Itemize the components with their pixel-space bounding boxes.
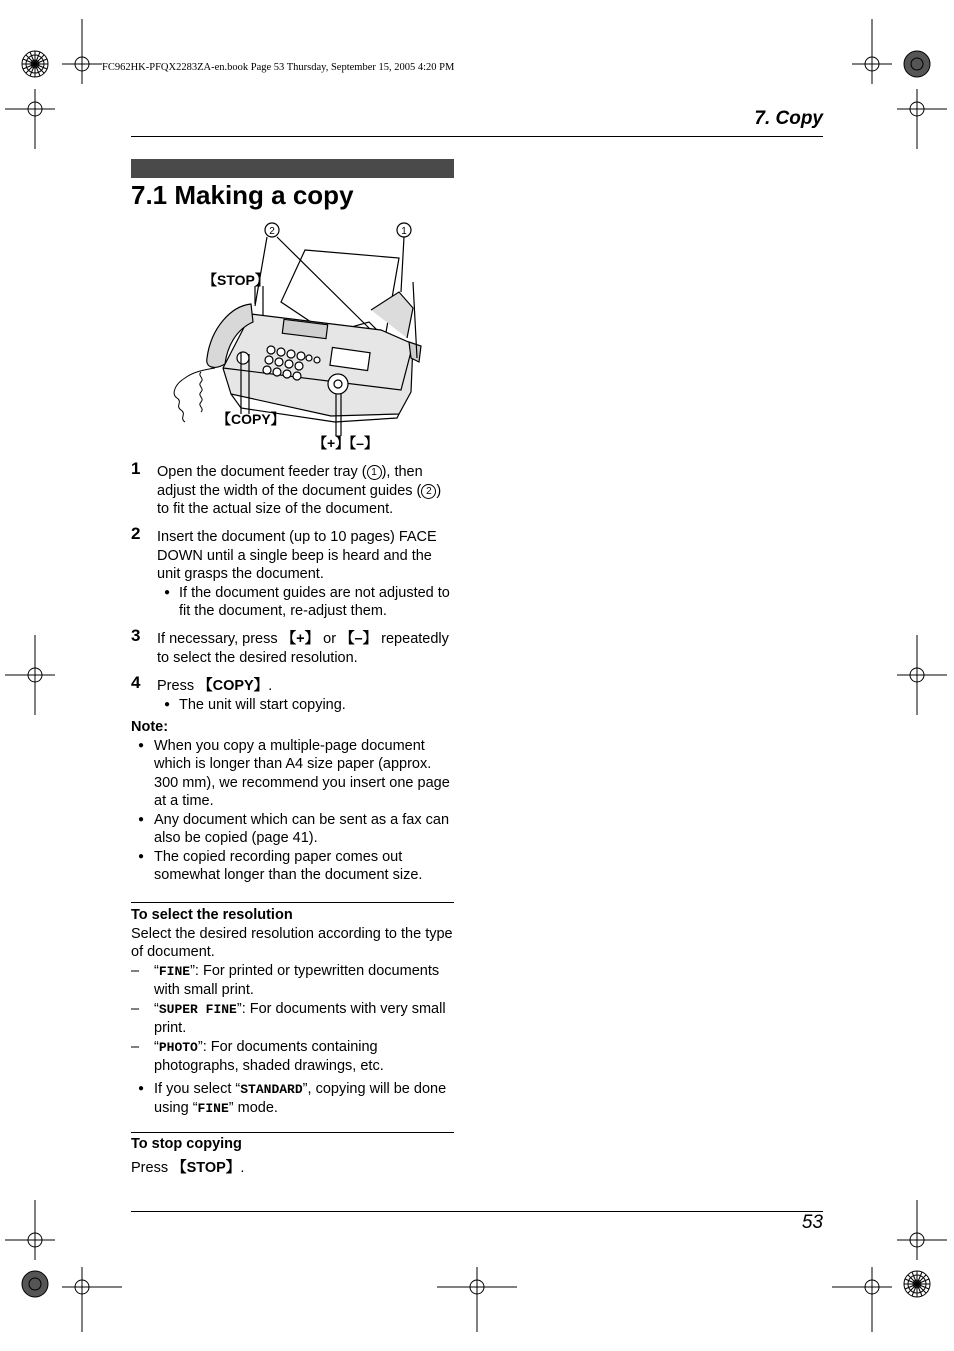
stop-heading: To stop copying [131,1136,242,1152]
crosshair-icon [852,19,892,84]
section-bar [131,159,454,178]
fax-machine-illustration [131,218,455,458]
header-rule [131,136,823,137]
starburst-icon [904,51,930,77]
resolution-mode-fine: – “FINE”: For printed or typewritten documents with small print. [131,962,455,1000]
starburst-icon [22,1271,48,1297]
crosshair-icon [5,89,55,149]
resolution-block [131,906,455,1119]
page-title: 7.1 Making a copy [131,180,354,210]
navigator-button [328,374,348,394]
coiled-cord [174,368,215,422]
minus-key: 【–】 [340,631,378,647]
crosshair-icon [62,1267,122,1332]
callout-2-number: 2 [269,226,275,237]
resolution-mode-photo: – “PHOTO”: For documents containing photographs, shaded drawings, etc. [131,1038,455,1076]
resolution-tip: ● If you select “STANDARD”, copying will be done using “FINE” mode. [131,1080,455,1119]
stop-block: To stop copying Press 【STOP】. [131,1135,455,1177]
file-info: FC962HK-PFQX2283ZA-en.book Page 53 Thursday, September 15, 2005 4:20 PM [102,62,455,73]
section-rule [131,1132,454,1133]
crosshair-icon [832,1267,892,1332]
page-number: 53 [801,1212,823,1233]
step-number: 4 [131,673,141,692]
resolution-intro: Select the desired resolution according to the type of document. [131,925,453,960]
crosshair-icon [897,1200,947,1260]
copy-key: 【COPY】 [198,678,269,694]
note-heading: Note: [131,719,169,735]
step-3: 3 If necessary, press 【+】 or 【–】 repeatedly to select the desired resolution. [131,626,449,666]
note-item: ● When you copy a multiple-page document which is longer than A4 size paper (approx. 300 mm), we recommend you insert one page at a time. [131,737,455,811]
crosshair-icon [5,1200,55,1260]
step-bullet: ● The unit will start copying. [157,696,455,715]
callout-1-marker: 1 [367,465,382,480]
stop-key: 【STOP】 [172,1159,241,1176]
step-bullet: ● If the document guides are not adjusted to fit the document, re-adjust them. [157,584,455,621]
copy-key-label: 【COPY】 [217,411,285,427]
step-1: 1 Open the document feeder tray ( 1 ), then adjust the width of the document guides ( 2 ) to fit the actual size of the document. [131,459,442,517]
resolution-heading: To select the resolution [131,907,293,923]
step-2: 2 Insert the document (up to 10 pages) FACE DOWN until a single beep is heard and the unit grasps the document. ● If the document guides are not adjusted to fit the document, re-adjust them. [131,528,455,621]
step-4: 4 Press 【COPY】. ● The unit will start copying. [131,677,455,714]
step-number: 2 [131,524,141,543]
footer-rule [131,1211,823,1212]
crosshair-icon [5,635,55,715]
starburst-icon [22,51,48,77]
note-block [131,718,455,885]
crosshair-icon [897,635,947,715]
step-number: 1 [131,459,141,478]
starburst-icon [904,1271,930,1297]
callout-1-number: 1 [401,226,407,237]
resolution-mode-super-fine: – “SUPER FINE”: For documents with very small print. [131,1000,455,1038]
section-rule [131,902,454,903]
plus-key: 【+】 [281,631,320,647]
crosshair-icon [62,19,102,84]
chapter-title: 7. Copy [754,108,823,129]
callout-2-marker: 2 [421,484,436,499]
crosshair-icon [437,1267,517,1332]
crosshair-icon [897,89,947,149]
plus-minus-key-label: 【+】【–】 [313,435,378,451]
note-item: ● The copied recording paper comes out somewhat longer than the document size. [131,848,455,885]
step-number: 3 [131,626,141,645]
stop-key-label: 【STOP】 [203,272,269,288]
note-item: ● Any document which can be sent as a fax can also be copied (page 41). [131,811,455,848]
